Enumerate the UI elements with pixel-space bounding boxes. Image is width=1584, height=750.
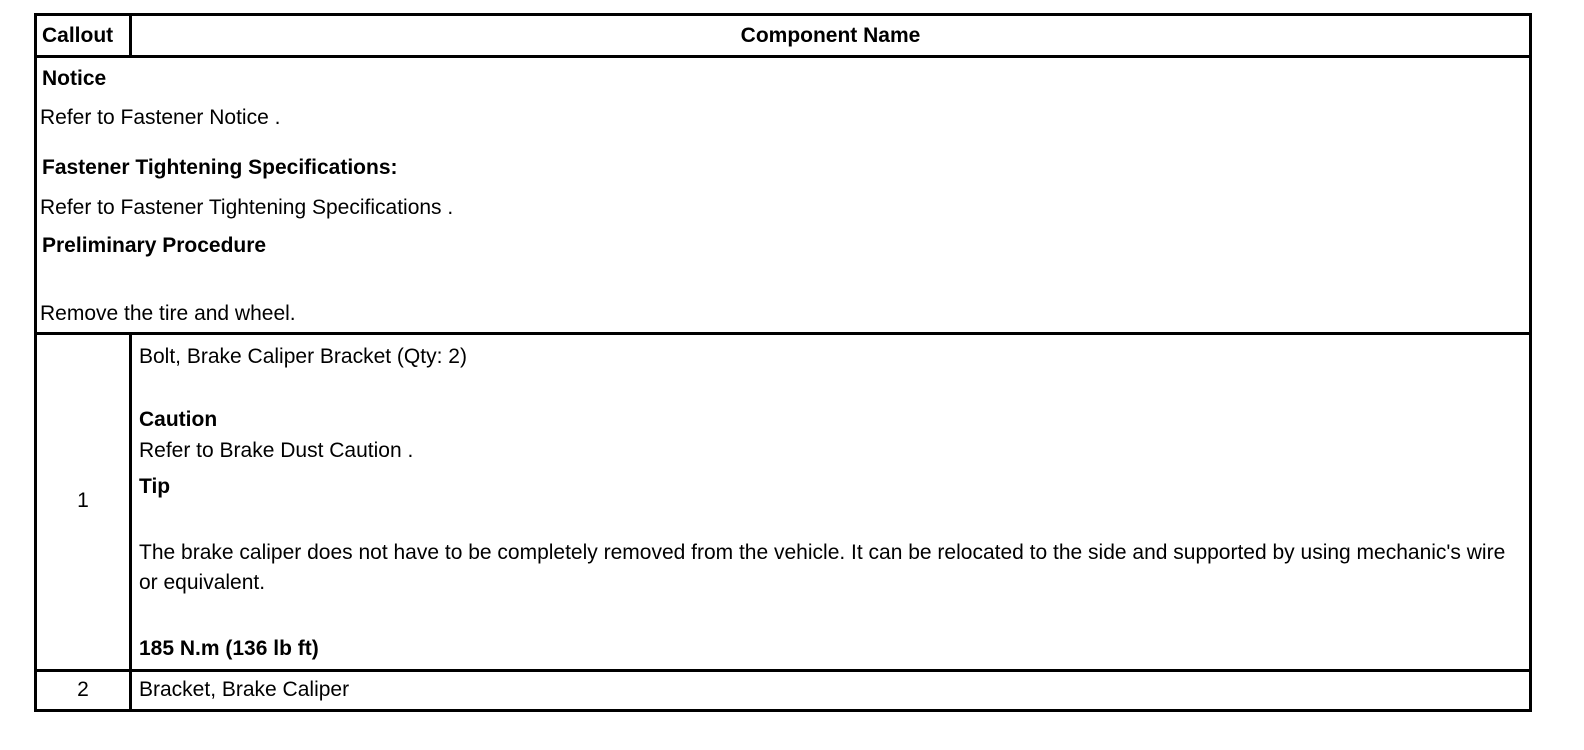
notice-heading: Notice	[42, 67, 107, 90]
table-row	[37, 672, 1529, 709]
component-name: Bolt, Brake Caliper Bracket (Qty: 2)	[139, 345, 467, 368]
preliminary-procedure-heading: Preliminary Procedure	[42, 234, 267, 257]
component-name: Bracket, Brake Caliper	[139, 678, 350, 701]
caution-text: Refer to Brake Dust Caution .	[139, 439, 414, 462]
notice-section	[37, 58, 1529, 335]
notice-text: Refer to Fastener Notice .	[40, 106, 281, 129]
callout-cell	[37, 335, 132, 669]
callout-number: 1	[77, 489, 89, 512]
tip-heading: Tip	[139, 475, 171, 498]
fastener-specs-heading: Fastener Tightening Specifications:	[42, 156, 398, 179]
callout-column-header: Callout	[37, 16, 132, 55]
callout-cell	[37, 672, 132, 709]
component-name-column-header: Component Name	[740, 24, 921, 47]
component-cell	[132, 335, 1529, 669]
table-row	[37, 335, 1529, 672]
table-header-row	[37, 16, 1529, 58]
preliminary-procedure-text: Remove the tire and wheel.	[40, 302, 296, 325]
component-table	[34, 13, 1532, 712]
tip-text: The brake caliper does not have to be completely removed from the vehicle. It can be relocated to the side and supported by using mechanic's wire or equivalent.	[139, 541, 1506, 594]
fastener-specs-text: Refer to Fastener Tightening Specifications .	[40, 196, 454, 219]
torque-spec: 185 N.m (136 lb ft)	[139, 637, 319, 660]
callout-number: 2	[77, 678, 89, 701]
component-cell	[132, 672, 1529, 709]
caution-heading: Caution	[139, 408, 218, 431]
